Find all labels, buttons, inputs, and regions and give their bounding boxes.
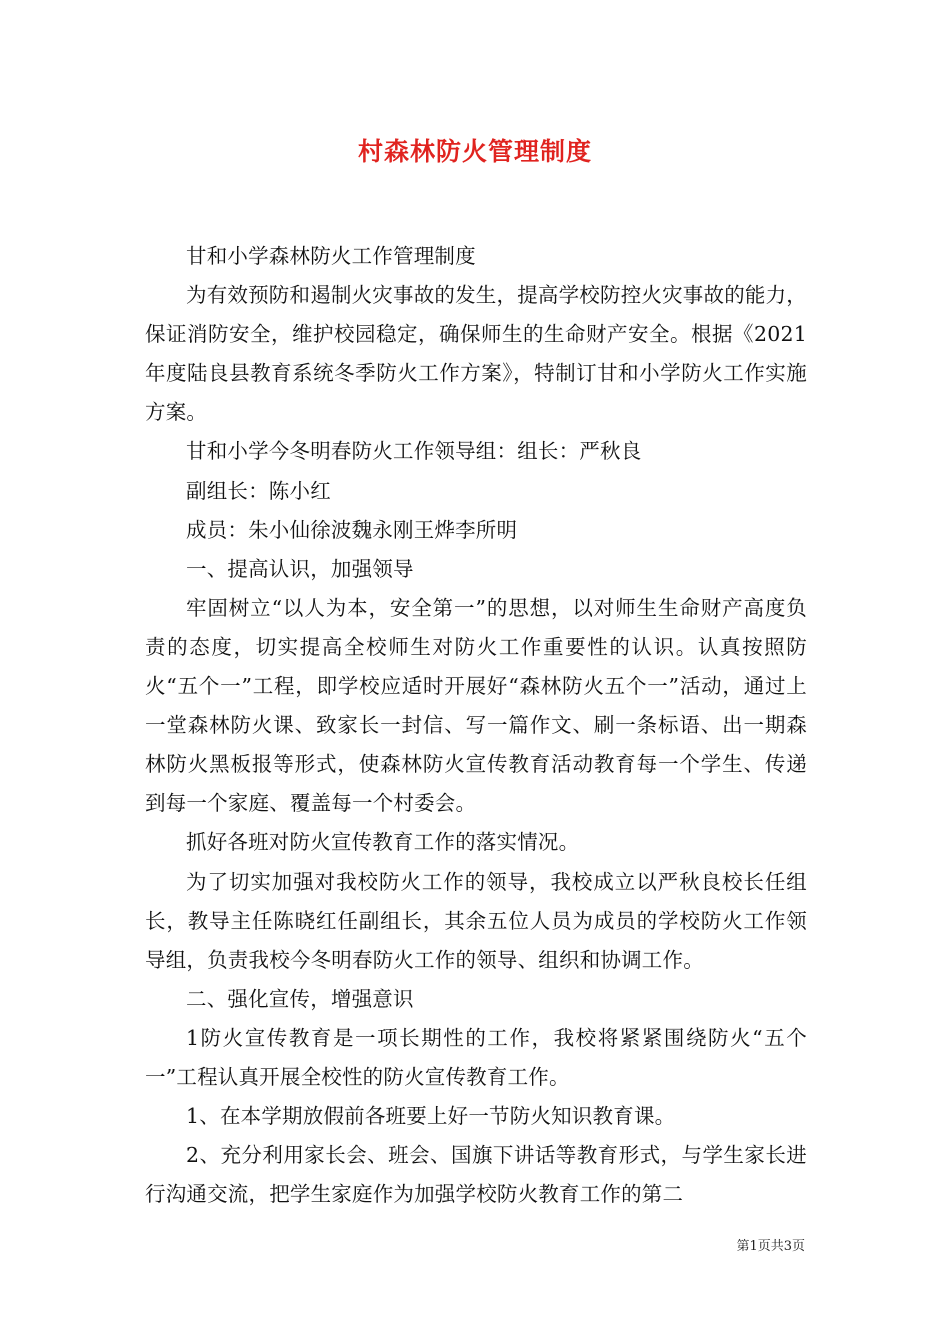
section-heading-1: 一、提高认识，加强领导 — [186, 556, 414, 581]
document-title: 村森林防火管理制度 — [357, 137, 592, 166]
section-heading-2: 二、强化宣传，增强意识 — [186, 986, 414, 1011]
paragraph-members: 成员：朱小仙徐波魏永刚王烨李所明 — [186, 517, 518, 542]
paragraph-publicity: 1防火宣传教育是一项长期性的工作，我校将紧紧围绕防火“五个一”工程认真开展全校性的防火宣传教育工作。 — [145, 1025, 807, 1089]
paragraph-leadership: 为了切实加强对我校防火工作的领导，我校成立以严秋良校长任组长，教导主任陈晓红任副组长，其余五位人员为成员的学校防火工作领导组，负责我校今冬明春防火工作的领导、组织和协调工作。 — [145, 869, 807, 972]
paragraph-section-1-body: 牢固树立“以人为本，安全第一”的思想，以对师生生命财产高度负责的态度，切实提高全校师生对防火工作重要性的认识。认真按照防火“五个一”工程，即学校应适时开展好“森林防火五个一”活动，通过上一堂森林防火课、致家长一封信、写一篇作文、刷一条标语、出一期森林防火黑板报等形式，使森林防火宣传教育活动教育每一个学生、传递到每一个家庭、覆盖每一个村委会。 — [145, 595, 807, 816]
document-body — [145, 237, 807, 1214]
paragraph-heading: 甘和小学森林防火工作管理制度 — [186, 244, 476, 268]
paragraph-leader-group: 甘和小学今冬明春防火工作领导组：组长：严秋良 — [186, 439, 642, 464]
paragraph-deputy-leader: 副组长：陈小红 — [186, 478, 331, 503]
paragraph-purpose: 为有效预防和遏制火灾事故的发生，提高学校防控火灾事故的能力，保证消防安全，维护校园稳定，确保师生的生命财产安全。根据《2021年度陆良县教育系统冬季防火工作方案》，特制订甘和小学防火工作实施方案。 — [145, 283, 807, 425]
paragraph-class-implementation: 抓好各班对防火宣传教育工作的落实情况。 — [186, 830, 580, 855]
page-number: 第1页共3页 — [736, 1239, 805, 1254]
list-item-2: 2、充分利用家长会、班会、国旗下讲话等教育形式，与学生家长进行沟通交流，把学生家庭作为加强学校防火教育工作的第二 — [145, 1143, 807, 1207]
list-item-1: 1、在本学期放假前各班要上好一节防火知识教育课。 — [186, 1104, 676, 1129]
